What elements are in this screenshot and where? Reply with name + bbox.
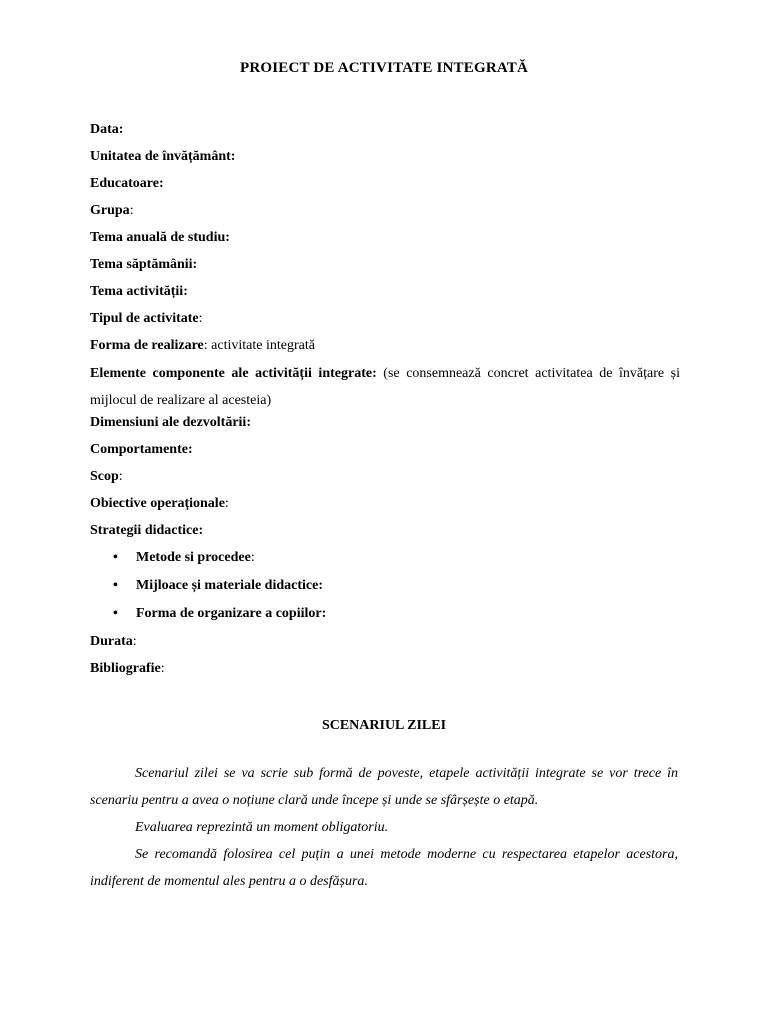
field-value: : (198, 311, 203, 326)
field-durata (90, 633, 680, 660)
field-dimensiuni (90, 414, 680, 441)
field-label: Strategii didactice: (90, 523, 204, 538)
scenario-text (90, 760, 678, 895)
field-value: : (118, 469, 123, 484)
field-elemente-componente (90, 360, 680, 414)
field-label: Tema săptămânii: (90, 257, 198, 272)
field-label: Tipul de activitate (90, 311, 199, 326)
field-tema-activitatii (90, 283, 680, 310)
field-value: : (132, 634, 137, 649)
field-data (90, 121, 680, 148)
field-tema-saptamanii (90, 256, 680, 283)
field-tema-anuala (90, 229, 680, 256)
field-label: Tema anuală de studiu: (90, 230, 230, 245)
field-comportamente (90, 441, 680, 468)
field-value: (se consemnează concret activitatea de învățare și mijlocul de realizare al acesteia) (90, 366, 680, 408)
bullet-icon: • (113, 578, 118, 593)
strategies-list (90, 549, 680, 633)
project-fields (90, 121, 680, 687)
section-title: SCENARIUL ZILEI (321, 718, 447, 733)
bullet-icon: • (113, 550, 118, 565)
field-label: Elemente componente ale activității integrate: (90, 366, 377, 381)
field-strategii (90, 522, 680, 549)
field-scop (90, 468, 680, 495)
field-label: Obiective operaționale (90, 496, 225, 511)
field-label: Educatoare: (90, 176, 164, 191)
list-item (90, 605, 680, 633)
strategy-label: Mijloace și materiale didactice: (136, 578, 323, 593)
strategy-label: Forma de organizare a copiilor: (136, 606, 327, 621)
field-label: Durata (90, 634, 133, 649)
document-title: PROIECT DE ACTIVITATE INTEGRATĂ (239, 60, 529, 76)
field-tipul-activitate (90, 310, 680, 337)
field-grupa (90, 202, 680, 229)
field-value: : (160, 661, 165, 676)
field-educatoare (90, 175, 680, 202)
field-unitatea (90, 148, 680, 175)
field-label: Tema activității: (90, 284, 188, 299)
field-obiective (90, 495, 680, 522)
strategy-label: Metode si procedee (136, 550, 251, 565)
field-value: : (224, 496, 229, 511)
bullet-icon: • (113, 606, 118, 621)
field-label: Scop (90, 469, 119, 484)
field-label: Data: (90, 122, 124, 137)
field-label: Bibliografie (90, 661, 161, 676)
scenario-paragraph: Se recomandă folosirea cel puțin a unei metode moderne cu respectarea etapelor acestora, indiferent de momentul ales pentru a o desfășura. (90, 847, 678, 889)
field-bibliografie (90, 660, 680, 687)
field-label: Unitatea de învățământ: (90, 149, 236, 164)
field-label: Dimensiuni ale dezvoltării: (90, 415, 251, 430)
field-label: Forma de realizare (90, 338, 204, 353)
field-label: Comportamente: (90, 442, 193, 457)
scenario-paragraph: Evaluarea reprezintă un moment obligatoriu. (135, 820, 389, 835)
list-item (90, 549, 680, 577)
strategy-value: : (250, 550, 255, 565)
field-value: : activitate integrată (203, 338, 315, 353)
scenario-paragraph: Scenariul zilei se va scrie sub formă de poveste, etapele activității integrate se vor trece în scenariu pentru a avea o noțiune clară unde începe și unde se sfârșește o etapă. (90, 766, 678, 808)
field-label: Grupa (90, 203, 130, 218)
list-item (90, 577, 680, 605)
field-value: : (129, 203, 134, 218)
